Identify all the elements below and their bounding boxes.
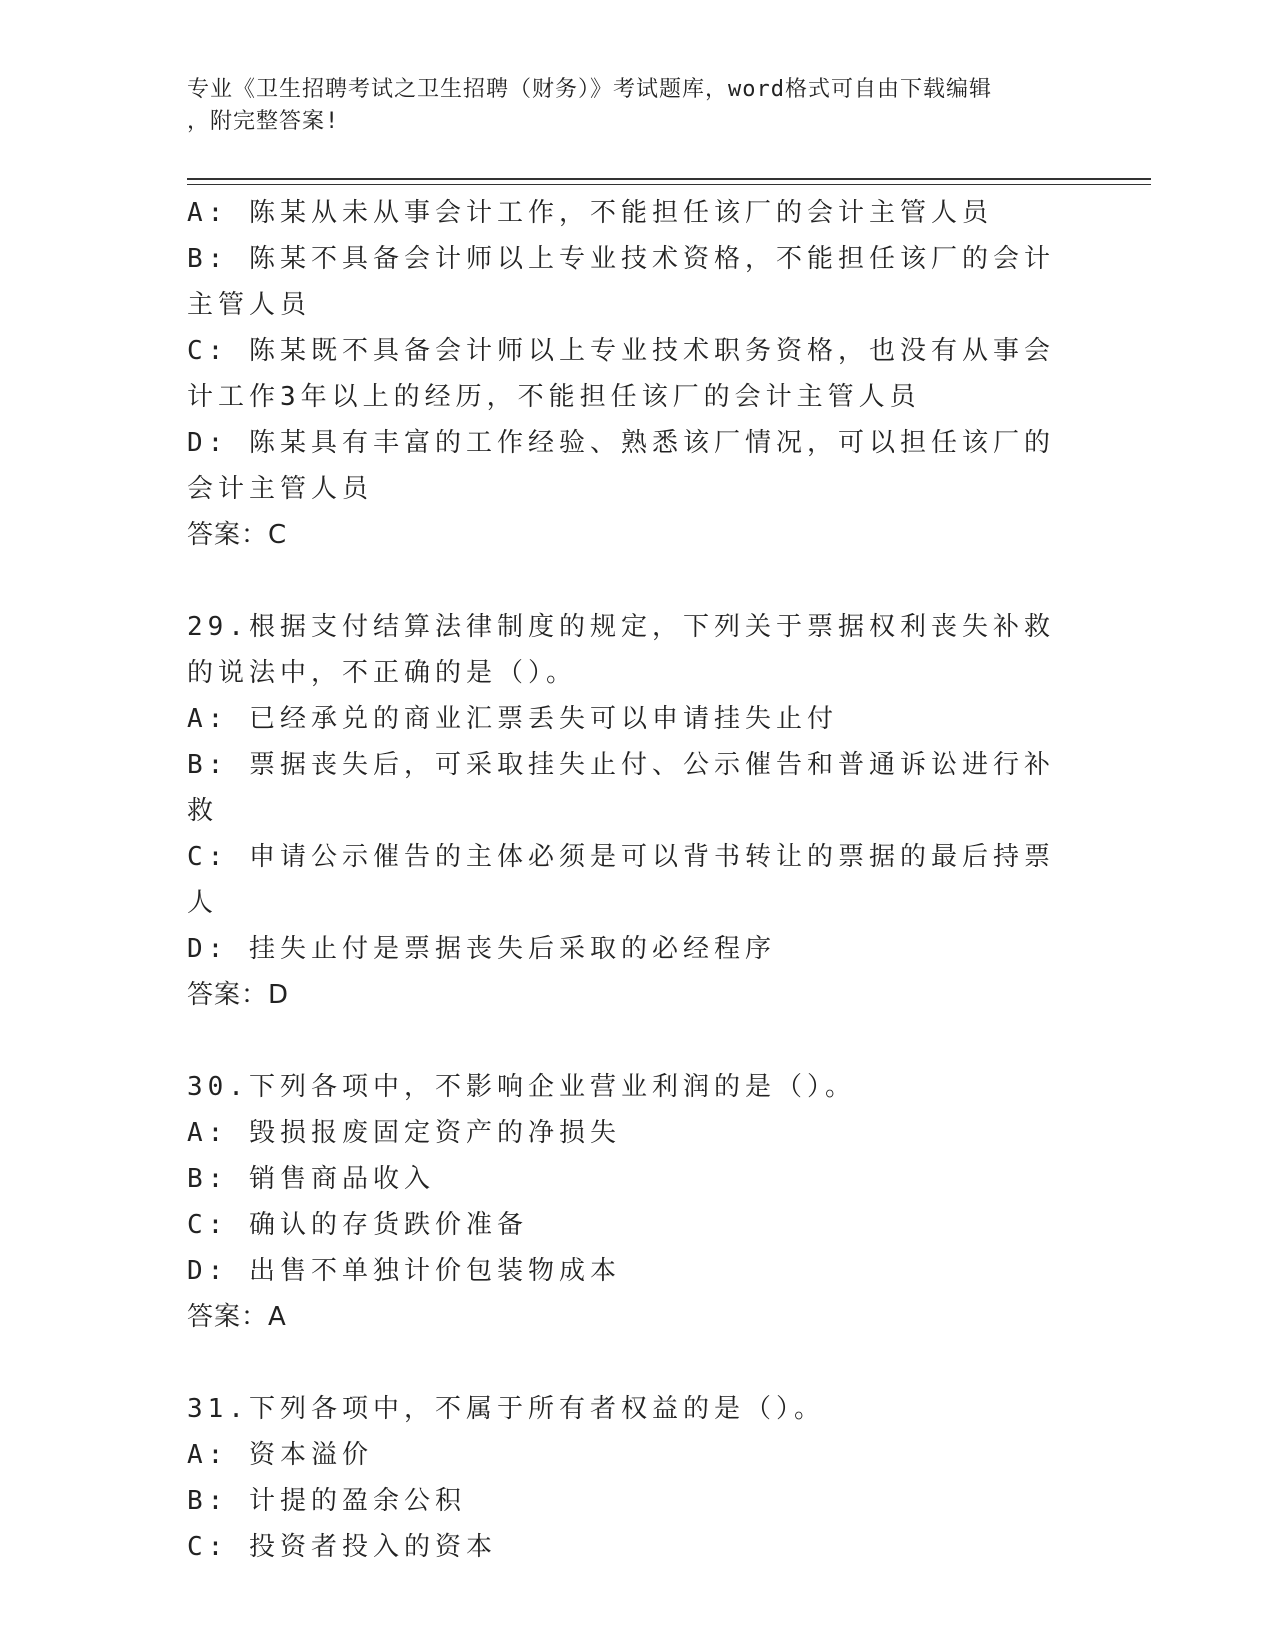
question-31 [187,1386,1067,1570]
option-b: B: 销售商品收入 [187,1164,435,1194]
question-stem: 31.下列各项中，不属于所有者权益的是（）。 [187,1394,825,1424]
answer: 答案：A [187,1302,287,1332]
question-stem: 30.下列各项中，不影响企业营业利润的是（）。 [187,1072,856,1102]
spacer [187,1018,1067,1064]
question-list [187,190,1067,1570]
header-line-2: ，附完整答案! [187,109,340,134]
header-line-1: 专业《卫生招聘考试之卫生招聘（财务）》考试题库，word格式可自由下载编辑 [187,77,992,102]
document-header [187,74,1067,138]
question-29 [187,604,1067,1018]
answer: 答案：D [187,980,290,1010]
question-28 [187,190,1067,558]
spacer [187,558,1067,604]
option-c: C: 申请公示催告的主体必须是可以背书转让的票据的最后持票人 [187,842,1055,918]
option-b: B: 计提的盈余公积 [187,1486,466,1516]
answer: 答案：C [187,520,288,550]
header-divider-thin [187,184,1151,185]
option-d: D: 陈某具有丰富的工作经验、熟悉该厂情况，可以担任该厂的会计主管人员 [187,428,1055,504]
option-a: A: 已经承兑的商业汇票丢失可以申请挂失止付 [187,704,838,734]
option-c: C: 陈某既不具备会计师以上专业技术职务资格，也没有从事会计工作3年以上的经历，不能担任该厂的会计主管人员 [187,336,1055,412]
option-b: B: 票据丧失后，可采取挂失止付、公示催告和普通诉讼进行补救 [187,750,1055,826]
spacer [187,1340,1067,1386]
option-a: A: 毁损报废固定资产的净损失 [187,1118,621,1148]
option-c: C: 投资者投入的资本 [187,1532,497,1562]
question-stem: 29.根据支付结算法律制度的规定，下列关于票据权利丧失补救的说法中，不正确的是（）。 [187,612,1055,688]
option-d: D: 挂失止付是票据丧失后采取的必经程序 [187,934,776,964]
option-a: A: 资本溢价 [187,1440,373,1470]
option-d: D: 出售不单独计价包装物成本 [187,1256,621,1286]
option-b: B: 陈某不具备会计师以上专业技术资格，不能担任该厂的会计主管人员 [187,244,1055,320]
option-c: C: 确认的存货跌价准备 [187,1210,528,1240]
option-a: A: 陈某从未从事会计工作，不能担任该厂的会计主管人员 [187,198,993,228]
question-30 [187,1064,1067,1340]
header-divider-thick [187,178,1151,180]
